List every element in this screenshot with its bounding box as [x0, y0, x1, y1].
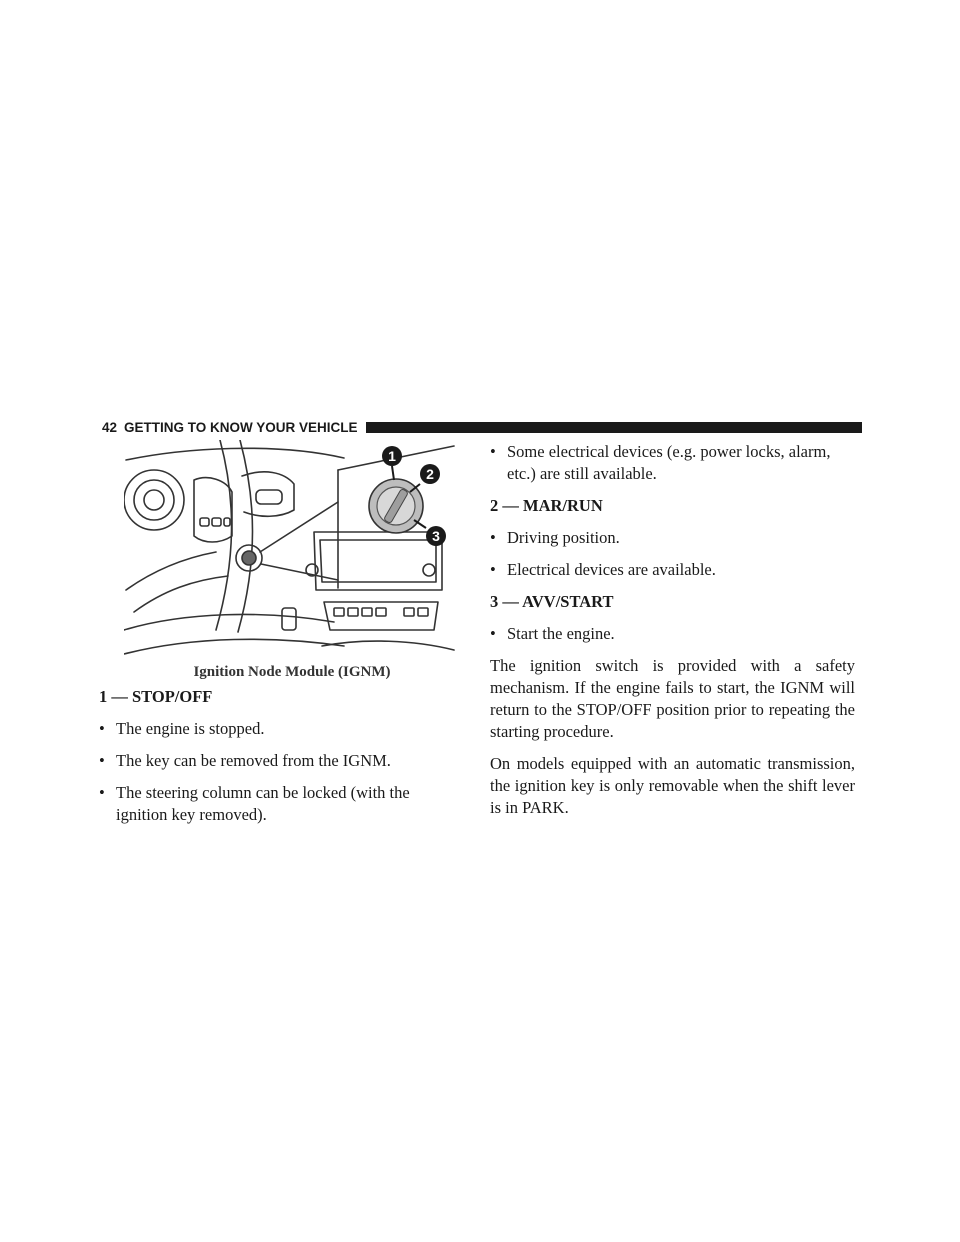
right-column	[490, 441, 855, 829]
svg-text:1: 1	[388, 448, 396, 464]
page-number: 42	[102, 419, 118, 435]
key-cylinder-inset	[369, 466, 426, 533]
callout-1	[382, 446, 402, 466]
paragraph-safety-mechanism: The ignition switch is provided with a safety mechanism. If the engine fails to start, the IGNM will return to the STOP/OFF position prior to repeating the starting procedure.	[490, 656, 855, 741]
list-item: • Electrical devices are available.	[490, 560, 716, 579]
list-item: • Some electrical devices (e.g. power locks, alarm, etc.) are still available.	[490, 442, 831, 483]
bullet-icon: •	[490, 624, 496, 643]
bullet-icon: •	[490, 528, 496, 547]
bullet-icon: •	[99, 783, 105, 802]
header-rule	[366, 422, 862, 433]
heading-stop-off: 1 — STOP/OFF	[99, 687, 213, 706]
svg-text:2: 2	[426, 466, 434, 482]
heading-mar-run: 2 — MAR/RUN	[490, 496, 603, 515]
list-item: • The steering column can be locked (with the ignition key removed).	[99, 783, 410, 824]
air-vent	[124, 470, 184, 530]
heading-avv-start: 3 — AVV/START	[490, 592, 614, 611]
page-header	[102, 419, 862, 435]
svg-text:3: 3	[432, 528, 440, 544]
figure-caption: Ignition Node Module (IGNM)	[193, 664, 391, 680]
paragraph-automatic-transmission: On models equipped with an automatic transmission, the ignition key is only removable when the shift lever is in PARK.	[490, 754, 855, 817]
list-item: • Start the engine.	[490, 624, 615, 643]
bullet-icon: •	[99, 751, 105, 770]
list-item: • The key can be removed from the IGNM.	[99, 751, 391, 770]
callout-3	[426, 526, 446, 546]
callout-2	[420, 464, 440, 484]
bullet-icon: •	[490, 560, 496, 579]
ignition-illustration	[124, 440, 460, 672]
bullet-icon: •	[490, 442, 496, 461]
left-column	[99, 686, 464, 836]
list-item: • Driving position.	[490, 528, 620, 547]
section-title: GETTING TO KNOW YOUR VEHICLE	[124, 419, 358, 435]
bullet-icon: •	[99, 719, 105, 738]
list-item: • The engine is stopped.	[99, 719, 265, 738]
